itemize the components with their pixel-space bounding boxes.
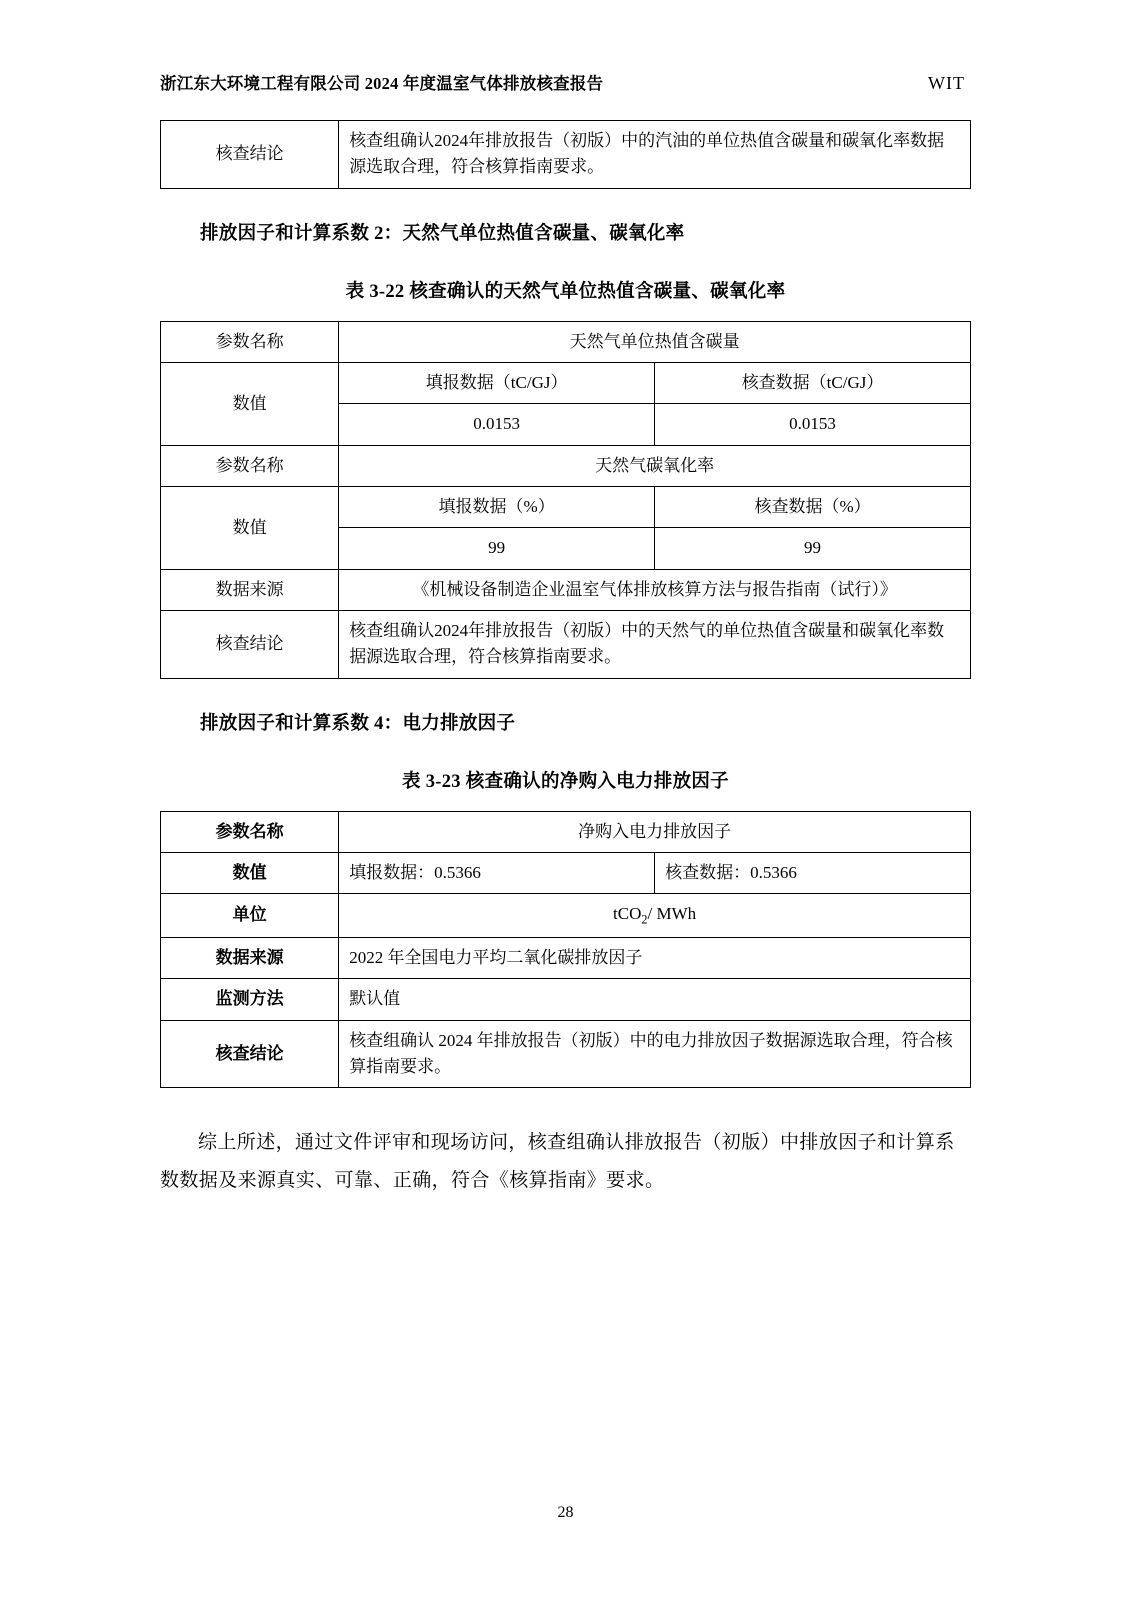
- page-number: 28: [557, 1504, 574, 1521]
- table-row: [161, 937, 971, 978]
- conclusion-label: 核查结论: [161, 121, 339, 189]
- param-value-1: 天然气单位热值含碳量: [339, 321, 971, 362]
- param-label-2: 参数名称: [161, 445, 339, 486]
- value-label: 数值: [161, 853, 339, 894]
- verified-header-1: 核查数据（tC/GJ）: [655, 363, 971, 404]
- table-row: [161, 569, 971, 610]
- table-row: [161, 894, 971, 937]
- table-3-23: [160, 811, 971, 1088]
- conclusion-value-2: 核查组确认2024年排放报告（初版）中的天然气的单位热值含碳量和碳氧化率数据源选取合理，符合核算指南要求。: [339, 611, 971, 679]
- reported-header-2: 填报数据（%）: [339, 487, 655, 528]
- param-value: 净购入电力排放因子: [339, 811, 971, 852]
- method-value: 默认值: [339, 979, 971, 1020]
- table-row: [161, 445, 971, 486]
- unit-value: [339, 894, 971, 937]
- table-row: [161, 611, 971, 679]
- value-label-2: 数值: [161, 487, 339, 570]
- value-label-1: 数值: [161, 363, 339, 446]
- table-row: [161, 811, 971, 852]
- param-label-1: 参数名称: [161, 321, 339, 362]
- conclusion-label-2: 核查结论: [161, 611, 339, 679]
- table-row: [161, 363, 971, 404]
- reported-header-1: 填报数据（tC/GJ）: [339, 363, 655, 404]
- summary-paragraph: 综上所述，通过文件评审和现场访问，核查组确认排放报告（初版）中排放因子和计算系数数据及来源真实、可靠、正确，符合《核算指南》要求。: [160, 1132, 955, 1192]
- section-heading-4: 排放因子和计算系数 4：电力排放因子: [200, 713, 516, 734]
- header-mark: WIT: [928, 73, 965, 93]
- table-caption-3-23: 表 3-23 核查确认的净购入电力排放因子: [402, 771, 729, 792]
- table-3-22: [160, 321, 971, 679]
- source-value-2: 2022 年全国电力平均二氧化碳排放因子: [339, 937, 971, 978]
- table-conclusion-gasoline: [160, 120, 971, 189]
- source-label-2: 数据来源: [161, 937, 339, 978]
- conclusion-value: 核查组确认2024年排放报告（初版）中的汽油的单位热值含碳量和碳氧化率数据源选取合理，符合核算指南要求。: [339, 121, 971, 189]
- table-row: [161, 321, 971, 362]
- param-label: 参数名称: [161, 811, 339, 852]
- table-caption-3-22: 表 3-22 核查确认的天然气单位热值含碳量、碳氧化率: [345, 281, 786, 302]
- section-heading-2: 排放因子和计算系数 2：天然气单位热值含碳量、碳氧化率: [200, 223, 685, 244]
- table-row: [161, 121, 971, 189]
- conclusion-value-3: 核查组确认 2024 年排放报告（初版）中的电力排放因子数据源选取合理，符合核算指南要求。: [339, 1020, 971, 1088]
- reported-value-2: 99: [339, 528, 655, 569]
- unit-sub: 2: [641, 912, 648, 927]
- verified-value-2: 99: [655, 528, 971, 569]
- method-label: 监测方法: [161, 979, 339, 1020]
- source-label: 数据来源: [161, 569, 339, 610]
- unit-suffix: / MWh: [647, 904, 697, 924]
- source-value: 《机械设备制造企业温室气体排放核算方法与报告指南（试行）》: [339, 569, 971, 610]
- reported-value: 填报数据：0.5366: [339, 853, 655, 894]
- header-title: 浙江东大环境工程有限公司 2024 年度温室气体排放核查报告: [160, 74, 604, 93]
- table-row: [161, 853, 971, 894]
- reported-value-1: 0.0153: [339, 404, 655, 445]
- page-header: [160, 70, 971, 98]
- table-row: [161, 1020, 971, 1088]
- table-row: [161, 487, 971, 528]
- verified-header-2: 核查数据（%）: [655, 487, 971, 528]
- unit-label: 单位: [161, 894, 339, 937]
- verified-value-1: 0.0153: [655, 404, 971, 445]
- verified-value: 核查数据：0.5366: [655, 853, 971, 894]
- param-value-2: 天然气碳氧化率: [339, 445, 971, 486]
- conclusion-label-3: 核查结论: [161, 1020, 339, 1088]
- table-row: [161, 979, 971, 1020]
- unit-prefix: tCO: [613, 904, 642, 924]
